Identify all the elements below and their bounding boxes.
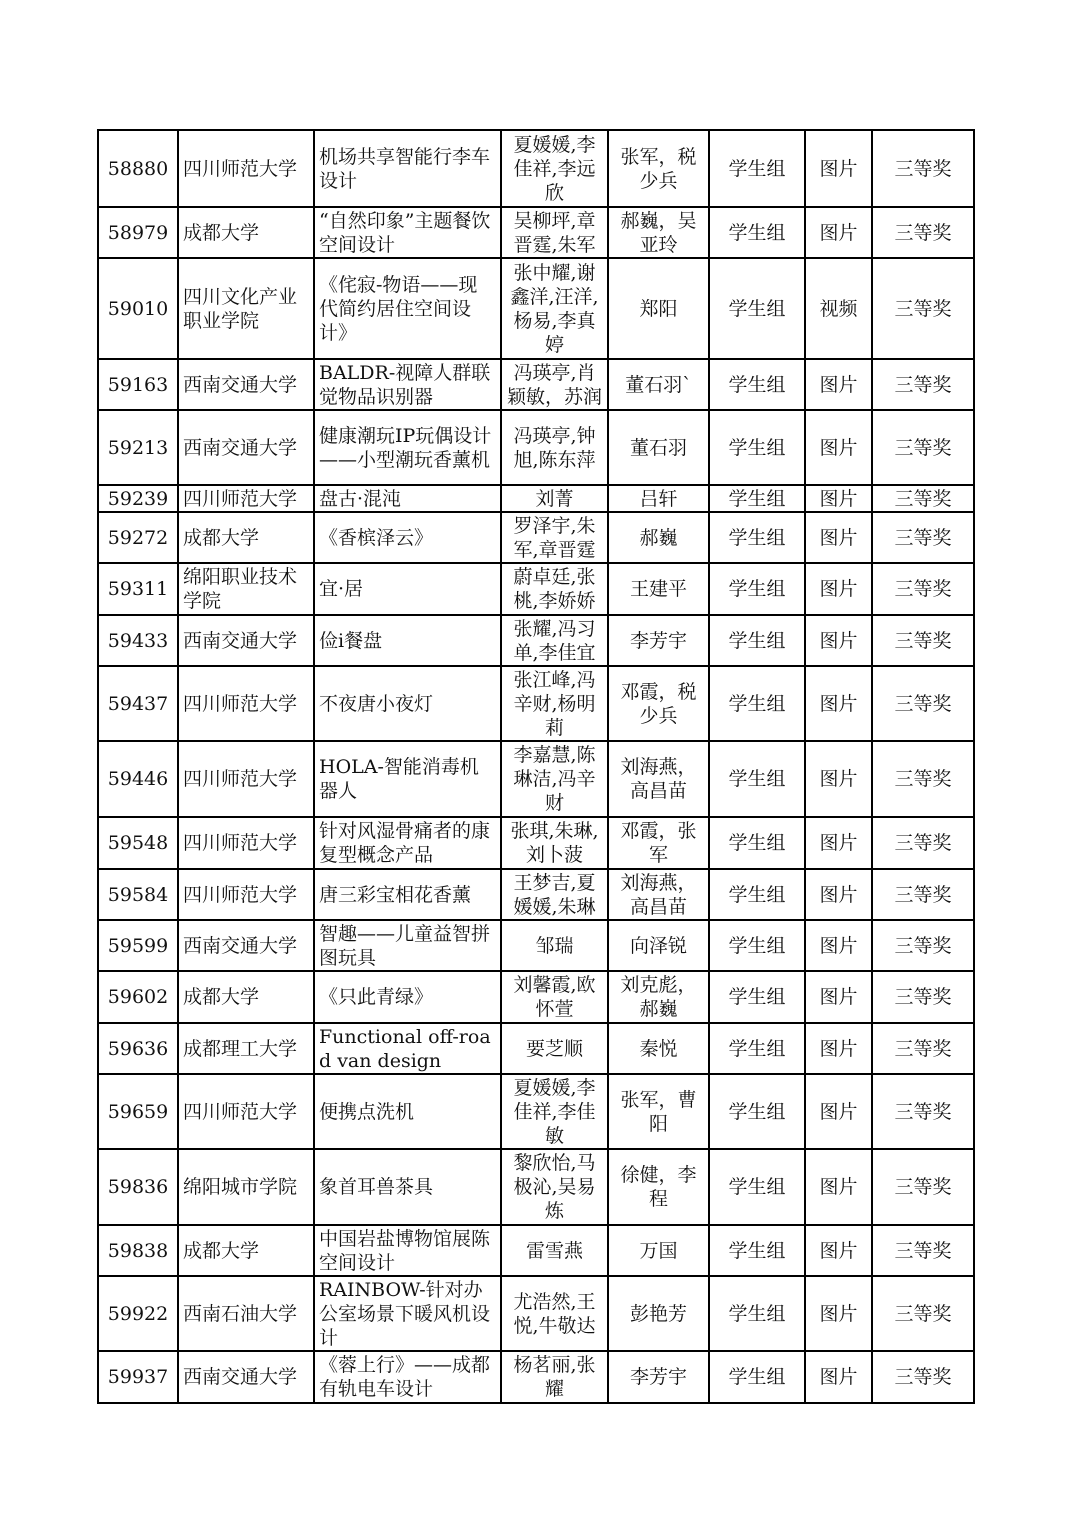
group-category-cell: 学生组 — [709, 207, 805, 258]
school-name-cell: 成都理工大学 — [178, 1023, 314, 1074]
work-title-cell: 中国岩盐博物馆展陈空间设计 — [314, 1225, 501, 1276]
group-category-cell: 学生组 — [709, 817, 805, 869]
submission-format-cell: 图片 — [805, 512, 872, 563]
group-category-cell: 学生组 — [709, 410, 805, 485]
award-level-cell: 三等奖 — [872, 563, 974, 615]
group-category-cell: 学生组 — [709, 130, 805, 207]
entry-id-cell: 59838 — [98, 1225, 178, 1276]
group-category-cell: 学生组 — [709, 1225, 805, 1276]
advisor-names-cell: 秦悦 — [608, 1023, 709, 1074]
school-name-cell: 西南交通大学 — [178, 615, 314, 666]
group-category-cell: 学生组 — [709, 615, 805, 666]
school-name-cell: 绵阳职业技术学院 — [178, 563, 314, 615]
entry-id-cell: 59239 — [98, 485, 178, 512]
team-members-cell: 夏媛媛,李佳祥,李佳敏 — [501, 1074, 608, 1149]
advisor-names-cell: 吕轩 — [608, 485, 709, 512]
group-category-cell: 学生组 — [709, 485, 805, 512]
award-level-cell: 三等奖 — [872, 410, 974, 485]
award-level-cell: 三等奖 — [872, 1351, 974, 1403]
advisor-names-cell: 郝巍 — [608, 512, 709, 563]
school-name-cell: 成都大学 — [178, 512, 314, 563]
advisor-names-cell: 刘克彪，郝巍 — [608, 971, 709, 1023]
team-members-cell: 蔚卓廷,张桃,李娇娇 — [501, 563, 608, 615]
entry-id-cell: 59010 — [98, 258, 178, 359]
award-level-cell: 三等奖 — [872, 485, 974, 512]
entry-id-cell: 59937 — [98, 1351, 178, 1403]
team-members-cell: 张中耀,谢鑫洋,汪洋,杨易,李真婷 — [501, 258, 608, 359]
advisor-names-cell: 李芳宇 — [608, 615, 709, 666]
award-level-cell: 三等奖 — [872, 1225, 974, 1276]
submission-format-cell: 图片 — [805, 817, 872, 869]
award-level-cell: 三等奖 — [872, 869, 974, 920]
entry-id-cell: 58979 — [98, 207, 178, 258]
submission-format-cell: 图片 — [805, 741, 872, 817]
table-row — [98, 1023, 974, 1074]
work-title-cell: 《侘寂-物语——现代简约居住空间设计》 — [314, 258, 501, 359]
work-title-cell: Functional off-road van design — [314, 1023, 501, 1074]
advisor-names-cell: 张军，曹阳 — [608, 1074, 709, 1149]
award-level-cell: 三等奖 — [872, 666, 974, 741]
entry-id-cell: 59922 — [98, 1276, 178, 1351]
table-row — [98, 1149, 974, 1225]
school-name-cell: 西南交通大学 — [178, 359, 314, 410]
table-row — [98, 1225, 974, 1276]
table-row — [98, 920, 974, 971]
school-name-cell: 西南石油大学 — [178, 1276, 314, 1351]
advisor-names-cell: 刘海燕，高昌苗 — [608, 869, 709, 920]
school-name-cell: 西南交通大学 — [178, 920, 314, 971]
group-category-cell: 学生组 — [709, 563, 805, 615]
table-row — [98, 666, 974, 741]
group-category-cell: 学生组 — [709, 666, 805, 741]
submission-format-cell: 图片 — [805, 869, 872, 920]
award-level-cell: 三等奖 — [872, 1023, 974, 1074]
school-name-cell: 四川师范大学 — [178, 130, 314, 207]
group-category-cell: 学生组 — [709, 920, 805, 971]
work-title-cell: BALDR-视障人群联觉物品识别器 — [314, 359, 501, 410]
entry-id-cell: 59636 — [98, 1023, 178, 1074]
team-members-cell: 吴柳坪,章晋霆,朱军 — [501, 207, 608, 258]
award-level-cell: 三等奖 — [872, 971, 974, 1023]
award-level-cell: 三等奖 — [872, 741, 974, 817]
school-name-cell: 成都大学 — [178, 207, 314, 258]
submission-format-cell: 图片 — [805, 1023, 872, 1074]
award-level-cell: 三等奖 — [872, 817, 974, 869]
advisor-names-cell: 郝巍，吴亚玲 — [608, 207, 709, 258]
work-title-cell: 智趣——儿童益智拼图玩具 — [314, 920, 501, 971]
group-category-cell: 学生组 — [709, 869, 805, 920]
school-name-cell: 四川文化产业职业学院 — [178, 258, 314, 359]
work-title-cell: HOLA-智能消毒机器人 — [314, 741, 501, 817]
work-title-cell: 宜·居 — [314, 563, 501, 615]
group-category-cell: 学生组 — [709, 1149, 805, 1225]
group-category-cell: 学生组 — [709, 1351, 805, 1403]
advisor-names-cell: 徐健，李程 — [608, 1149, 709, 1225]
award-level-cell: 三等奖 — [872, 1074, 974, 1149]
school-name-cell: 绵阳城市学院 — [178, 1149, 314, 1225]
submission-format-cell: 图片 — [805, 1276, 872, 1351]
entry-id-cell: 58880 — [98, 130, 178, 207]
school-name-cell: 西南交通大学 — [178, 1351, 314, 1403]
table-row — [98, 869, 974, 920]
table-row — [98, 359, 974, 410]
advisor-names-cell: 邓霞，税少兵 — [608, 666, 709, 741]
advisor-names-cell: 向泽锐 — [608, 920, 709, 971]
advisor-names-cell: 郑阳 — [608, 258, 709, 359]
table-row — [98, 1074, 974, 1149]
team-members-cell: 刘馨霞,欧怀萱 — [501, 971, 608, 1023]
submission-format-cell: 视频 — [805, 258, 872, 359]
entry-id-cell: 59836 — [98, 1149, 178, 1225]
submission-format-cell: 图片 — [805, 485, 872, 512]
table-row — [98, 1351, 974, 1403]
submission-format-cell: 图片 — [805, 563, 872, 615]
table-row — [98, 615, 974, 666]
team-members-cell: 罗泽宇,朱军,章晋霆 — [501, 512, 608, 563]
work-title-cell: “自然印象”主题餐饮空间设计 — [314, 207, 501, 258]
award-level-cell: 三等奖 — [872, 359, 974, 410]
team-members-cell: 张江峰,冯辛财,杨明莉 — [501, 666, 608, 741]
team-members-cell: 夏媛媛,李佳祥,李远欣 — [501, 130, 608, 207]
entry-id-cell: 59311 — [98, 563, 178, 615]
team-members-cell: 张耀,冯习单,李佳宜 — [501, 615, 608, 666]
work-title-cell: 俭i餐盘 — [314, 615, 501, 666]
advisor-names-cell: 董石羽` — [608, 359, 709, 410]
work-title-cell: RAINBOW-针对办公室场景下暖风机设计 — [314, 1276, 501, 1351]
team-members-cell: 雷雪燕 — [501, 1225, 608, 1276]
team-members-cell: 李嘉慧,陈琳洁,冯辛财 — [501, 741, 608, 817]
submission-format-cell: 图片 — [805, 666, 872, 741]
team-members-cell: 冯瑛亭,钟旭,陈东萍 — [501, 410, 608, 485]
submission-format-cell: 图片 — [805, 920, 872, 971]
school-name-cell: 四川师范大学 — [178, 666, 314, 741]
group-category-cell: 学生组 — [709, 1276, 805, 1351]
school-name-cell: 西南交通大学 — [178, 410, 314, 485]
team-members-cell: 冯瑛亭,肖颖敏，苏润 — [501, 359, 608, 410]
work-title-cell: 《香槟泽云》 — [314, 512, 501, 563]
advisor-names-cell: 王建平 — [608, 563, 709, 615]
team-members-cell: 刘菁 — [501, 485, 608, 512]
table-row — [98, 207, 974, 258]
entry-id-cell: 59548 — [98, 817, 178, 869]
work-title-cell: 象首耳兽茶具 — [314, 1149, 501, 1225]
award-level-cell: 三等奖 — [872, 130, 974, 207]
table-row — [98, 130, 974, 207]
entry-id-cell: 59213 — [98, 410, 178, 485]
award-level-cell: 三等奖 — [872, 258, 974, 359]
table-row — [98, 817, 974, 869]
submission-format-cell: 图片 — [805, 207, 872, 258]
advisor-names-cell: 万国 — [608, 1225, 709, 1276]
submission-format-cell: 图片 — [805, 1225, 872, 1276]
team-members-cell: 要芝顺 — [501, 1023, 608, 1074]
entry-id-cell: 59446 — [98, 741, 178, 817]
entry-id-cell: 59599 — [98, 920, 178, 971]
table-row — [98, 485, 974, 512]
submission-format-cell: 图片 — [805, 1351, 872, 1403]
submission-format-cell: 图片 — [805, 130, 872, 207]
group-category-cell: 学生组 — [709, 741, 805, 817]
group-category-cell: 学生组 — [709, 971, 805, 1023]
entry-id-cell: 59659 — [98, 1074, 178, 1149]
entry-id-cell: 59584 — [98, 869, 178, 920]
award-level-cell: 三等奖 — [872, 920, 974, 971]
submission-format-cell: 图片 — [805, 359, 872, 410]
school-name-cell: 四川师范大学 — [178, 741, 314, 817]
submission-format-cell: 图片 — [805, 1074, 872, 1149]
team-members-cell: 杨茗丽,张耀 — [501, 1351, 608, 1403]
award-level-cell: 三等奖 — [872, 1276, 974, 1351]
entry-id-cell: 59272 — [98, 512, 178, 563]
entry-id-cell: 59437 — [98, 666, 178, 741]
advisor-names-cell: 董石羽 — [608, 410, 709, 485]
submission-format-cell: 图片 — [805, 410, 872, 485]
group-category-cell: 学生组 — [709, 1074, 805, 1149]
team-members-cell: 黎欣怡,马极沁,吴易炼 — [501, 1149, 608, 1225]
entry-id-cell: 59602 — [98, 971, 178, 1023]
work-title-cell: 盘古·混沌 — [314, 485, 501, 512]
table-row — [98, 563, 974, 615]
advisor-names-cell: 李芳宇 — [608, 1351, 709, 1403]
school-name-cell: 成都大学 — [178, 971, 314, 1023]
work-title-cell: 《只此青绿》 — [314, 971, 501, 1023]
submission-format-cell: 图片 — [805, 1149, 872, 1225]
award-table — [97, 129, 975, 1404]
work-title-cell: 机场共享智能行李车设计 — [314, 130, 501, 207]
award-level-cell: 三等奖 — [872, 1149, 974, 1225]
school-name-cell: 成都大学 — [178, 1225, 314, 1276]
entry-id-cell: 59163 — [98, 359, 178, 410]
table-body — [98, 130, 974, 1403]
advisor-names-cell: 邓霞，张军 — [608, 817, 709, 869]
table-row — [98, 1276, 974, 1351]
table-row — [98, 410, 974, 485]
school-name-cell: 四川师范大学 — [178, 817, 314, 869]
entry-id-cell: 59433 — [98, 615, 178, 666]
school-name-cell: 四川师范大学 — [178, 485, 314, 512]
work-title-cell: 健康潮玩IP玩偶设计——小型潮玩香薰机 — [314, 410, 501, 485]
advisor-names-cell: 张军，税少兵 — [608, 130, 709, 207]
group-category-cell: 学生组 — [709, 1023, 805, 1074]
school-name-cell: 四川师范大学 — [178, 869, 314, 920]
work-title-cell: 针对风湿骨痛者的康复型概念产品 — [314, 817, 501, 869]
group-category-cell: 学生组 — [709, 258, 805, 359]
table-row — [98, 258, 974, 359]
group-category-cell: 学生组 — [709, 512, 805, 563]
team-members-cell: 张琪,朱琳,刘卜菠 — [501, 817, 608, 869]
advisor-names-cell: 彭艳芳 — [608, 1276, 709, 1351]
submission-format-cell: 图片 — [805, 971, 872, 1023]
table-row — [98, 741, 974, 817]
work-title-cell: 唐三彩宝相花香薰 — [314, 869, 501, 920]
work-title-cell: 不夜唐小夜灯 — [314, 666, 501, 741]
group-category-cell: 学生组 — [709, 359, 805, 410]
team-members-cell: 王梦吉,夏媛媛,朱琳 — [501, 869, 608, 920]
team-members-cell: 邹瑞 — [501, 920, 608, 971]
team-members-cell: 尤浩然,王悦,牛敬达 — [501, 1276, 608, 1351]
school-name-cell: 四川师范大学 — [178, 1074, 314, 1149]
submission-format-cell: 图片 — [805, 615, 872, 666]
award-level-cell: 三等奖 — [872, 615, 974, 666]
table-row — [98, 971, 974, 1023]
award-level-cell: 三等奖 — [872, 207, 974, 258]
work-title-cell: 便携点洗机 — [314, 1074, 501, 1149]
work-title-cell: 《蓉上行》——成都有轨电车设计 — [314, 1351, 501, 1403]
advisor-names-cell: 刘海燕，高昌苗 — [608, 741, 709, 817]
award-level-cell: 三等奖 — [872, 512, 974, 563]
table-row — [98, 512, 974, 563]
